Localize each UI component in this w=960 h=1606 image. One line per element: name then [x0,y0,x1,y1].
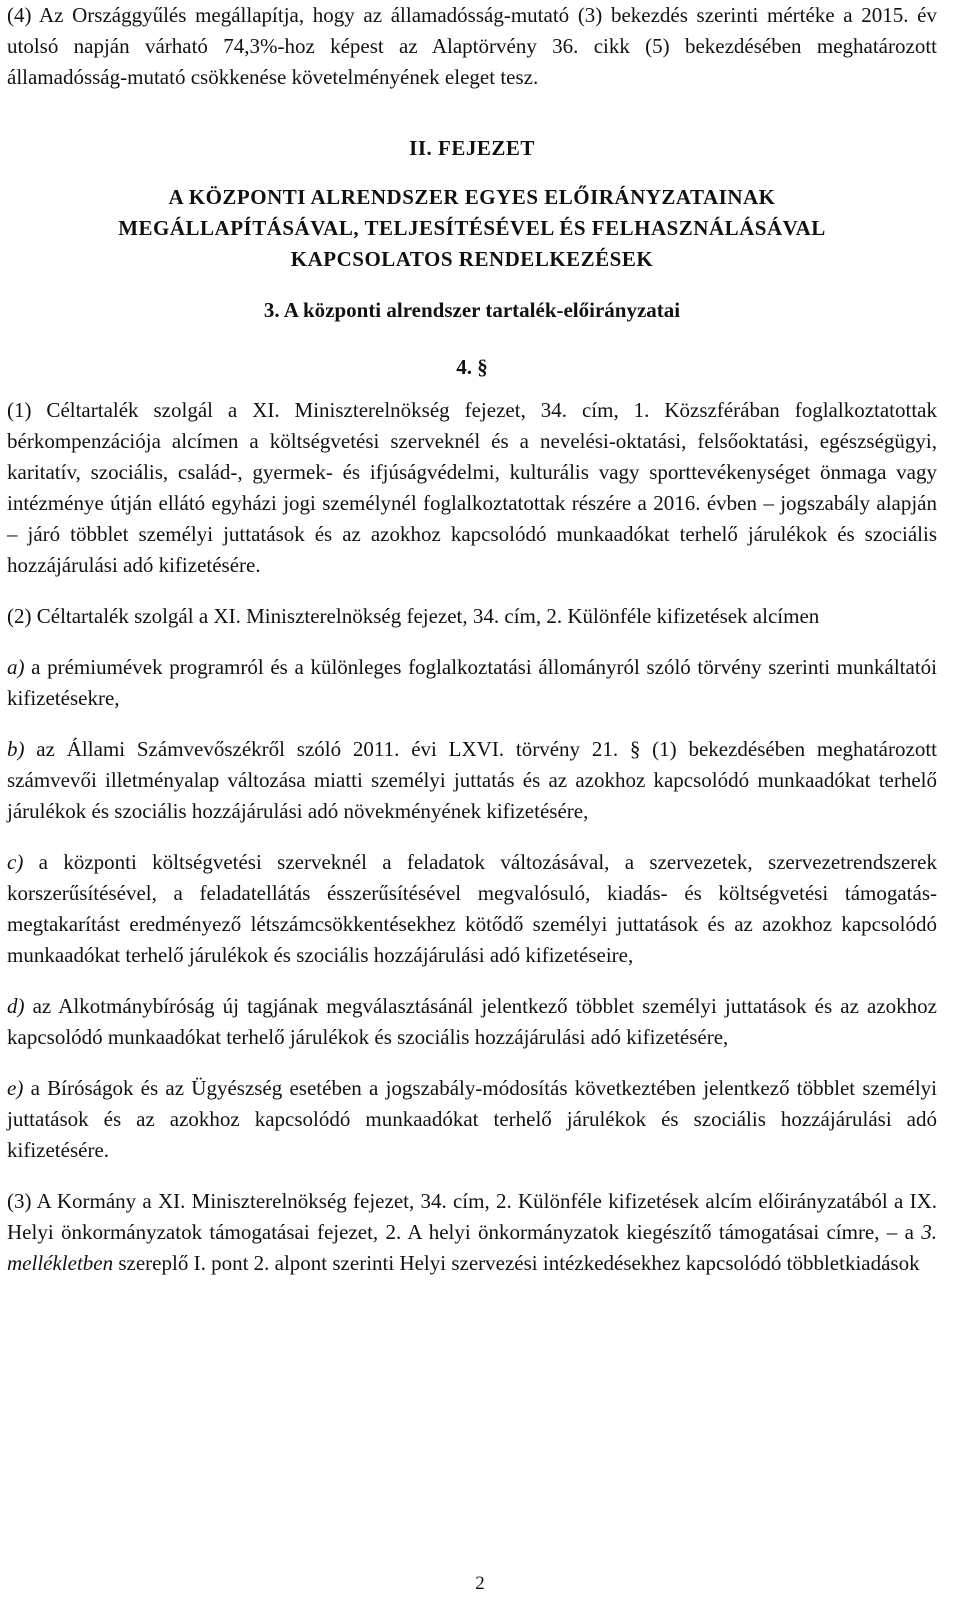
list-text-c: a központi költségvetési szerveknél a feladatok változásával, a szervezetek, szervezetrendszerek korszerűsítésével, a feladatellátás ésszerűsítésével megvalósuló, kiadás- és költségvetési támogatás-megtakarítást eredményező létszámcsökkentésekhez kötődő személyi juttatások és az azokhoz kapcsolódó munkaadókat terhelő járulékok és szociális hozzájárulási adó kifizetéseire, [7,850,937,967]
list-marker-d: d) [7,994,25,1018]
list-text-e: a Bíróságok és az Ügyészség esetében a jogszabály-módosítás következtében jelentkező többlet személyi juttatások és az azokhoz kapcsolódó munkaadókat terhelő járulékok és szociális hozzájárulási adó kifizetésére. [7,1076,937,1162]
list-item-d [7,991,937,1053]
chapter-title-line-2: MEGÁLLAPÍTÁSÁVAL, TELJESÍTÉSÉVEL ÉS FELHASZNÁLÁSÁVAL [118,216,826,240]
paragraph-1: (1) Céltartalék szolgál a XI. Miniszterelnökség fejezet, 34. cím, 1. Közszférában foglalkoztatottak bérkompenzációja alcímen a költségvetési szerveknél és a nevelési-oktatási, felsőoktatási, egészségügyi, karitatív, szociális, család-, gyermek- és ifjúságvédelmi, kulturális vagy sporttevékenységet önmaga vagy intézménye útján ellátó egyházi jogi személynél foglalkoztatottak részére a 2016. évben – jogszabály alapján – járó többlet személyi juttatások és az azokhoz kapcsolódó munkaadókat terhelő járulékok és szociális hozzájárulási adó kifizetésére. [7,398,937,577]
list-item-e [7,1073,937,1166]
chapter-title-line-1: A KÖZPONTI ALRENDSZER EGYES ELŐIRÁNYZATAINAK [168,185,776,209]
document-page [7,0,937,1279]
chapter-title [7,182,937,275]
chapter-number: II. FEJEZET [409,136,535,160]
list-marker-c: c) [7,850,24,874]
paragraph-2: (2) Céltartalék szolgál a XI. Miniszterelnökség fejezet, 34. cím, 2. Különféle kifizetések alcímen [7,604,820,628]
intro-paragraph: (4) Az Országgyűlés megállapítja, hogy az államadósság-mutató (3) bekezdés szerinti mértéke a 2015. év utolsó napján várható 74,3%-hoz képest az Alaptörvény 36. cikk (5) bekezdésében meghatározott államadósság-mutató csökkenése követelményének eleget tesz. [7,3,937,89]
list-text-b: az Állami Számvevőszékről szóló 2011. évi LXVI. törvény 21. § (1) bekezdésében meghatározott számvevői illetményalap változása miatti személyi juttatás és az azokhoz kapcsolódó munkaadókat terhelő járulékok és szociális hozzájárulási adó növekményének kifizetésére, [7,737,937,823]
section-title: 3. A központi alrendszer tartalék-előirányzatai [263,298,681,322]
paragraph-3-text-start: (3) A Kormány a XI. Miniszterelnökség fejezet, 34. cím, 2. Különféle kifizetések alcím előirányzatából a IX. Helyi önkormányzatok támogatásai fejezet, 2. A helyi önkormányzatok kiegészítő támogatásai címre, – a [7,1189,937,1244]
list-marker-a: a) [7,655,25,679]
chapter-title-line-3: KAPCSOLATOS RENDELKEZÉSEK [290,247,654,271]
list-item-b [7,734,937,827]
list-item-a [7,652,937,714]
page-number: 2 [475,1573,485,1594]
list-text-a: a prémiumévek programról és a különleges foglalkoztatási állományról szóló törvény szerinti munkáltatói kifizetésekre, [7,655,937,710]
list-text-d: az Alkotmánybíróság új tagjának megválasztásánál jelentkező többlet személyi juttatások és az azokhoz kapcsolódó munkaadókat terhelő járulékok és szociális hozzájárulási adó kifizetésére, [7,994,937,1049]
paragraph-3-text-end: szereplő I. pont 2. alpont szerinti Helyi szervezési intézkedésekhez kapcsolódó többletkiadások [113,1251,920,1275]
paragraph-3 [7,1186,937,1279]
annex-reference: 3. mellékletben [7,1220,937,1275]
list-marker-b: b) [7,737,25,761]
list-marker-e: e) [7,1076,24,1100]
paragraph-mark: 4. § [456,355,488,379]
list-item-c [7,847,937,971]
